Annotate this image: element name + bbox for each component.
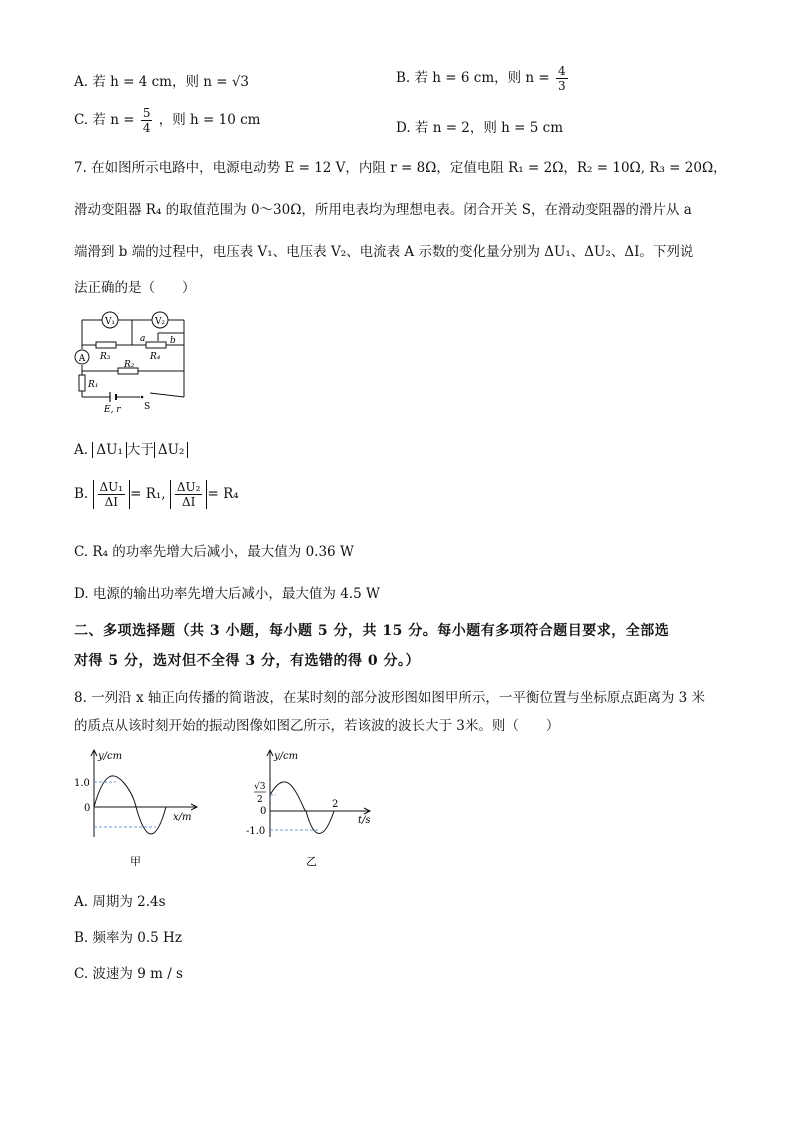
q7-option-a-du2: ΔU₂: [154, 442, 189, 458]
jia-tick-top: 1.0: [74, 778, 90, 789]
q8-option-b: B. 频率为 0.5 Hz: [74, 930, 182, 946]
resistor-r4-label: R₄: [150, 352, 161, 362]
q7-option-b-abs-2: [170, 480, 208, 509]
q7-option-a: [74, 438, 188, 458]
q7-stem-line-3: 端滑到 b 端的过程中，电压表 V₁、电压表 V₂、电流表 A 示数的变化量分别为 ΔU₁、ΔU₂、ΔI。下列说: [74, 244, 694, 260]
q8-option-a: A. 周期为 2.4s: [74, 894, 166, 910]
q7-stem-line-4: 法正确的是（ ）: [74, 280, 196, 296]
yi-origin: 0: [260, 806, 267, 817]
circuit-diagram: [70, 305, 195, 415]
q7-option-b-prefix: B.: [74, 486, 89, 502]
fraction-denominator: ΔI: [181, 495, 196, 509]
q8-stem-line-2: 的质点从该时刻开始的振动图像如图乙所示，若该波的波长大于 3米。则（ ）: [74, 718, 560, 734]
ammeter-label: A: [78, 354, 86, 364]
resistor-r3-label: R₃: [100, 352, 111, 362]
fraction-numerator: 5: [142, 106, 151, 120]
yi-tick-neg: -1.0: [246, 826, 266, 837]
q7-option-b-end: = R₄: [207, 486, 239, 502]
switch-icon: [141, 396, 144, 399]
q7-option-b-fraction-2: [175, 480, 203, 509]
q7-stem-line-2: 滑动变阻器 R₄ 的取值范围为 0～30Ω，所用电表均为理想电表。闭合开关 S，在滑动变阻器的滑片从 a: [74, 202, 692, 218]
yi-tick-x: 2: [332, 799, 339, 810]
yi-sqrt3: √3: [254, 782, 266, 792]
yi-ylabel: y/cm: [274, 751, 299, 762]
waveform-curve: [94, 776, 166, 834]
q7-option-c: C. R₄ 的功率先增大后减小，最大值为 0.36 W: [74, 544, 354, 560]
fraction-denominator: ΔI: [104, 495, 119, 509]
resistor-r1-label: R₁: [88, 380, 99, 390]
battery-label: E, r: [104, 405, 121, 415]
fraction-denominator: 3: [558, 79, 566, 93]
q7-option-a-du1: ΔU₁: [92, 442, 127, 458]
jia-origin: 0: [84, 803, 91, 814]
fraction-numerator: 4: [558, 64, 566, 78]
wave-graph-jia: [72, 745, 207, 870]
terminal-a-label: a: [140, 334, 146, 344]
voltmeter-v1-label: V₁: [104, 317, 116, 327]
q6-option-c: [74, 106, 260, 135]
q7-option-b-abs-1: [93, 480, 131, 509]
terminal-b-label: b: [170, 336, 176, 346]
q8-option-c: C. 波速为 9 m / s: [74, 966, 183, 982]
jia-ylabel: y/cm: [98, 751, 123, 762]
switch-label: S: [144, 402, 151, 412]
q6-option-d: D. 若 n = 2，则 h = 5 cm: [396, 120, 564, 136]
wave-graph-yi: [240, 745, 380, 870]
q6-option-c-suffix: ，则 h = 10 cm: [158, 112, 261, 128]
fraction-numerator: ΔU₁: [99, 480, 124, 494]
section-2-heading-line-2: 对得 5 分，选对但不全得 3 分，有选错的得 0 分。）: [74, 653, 420, 669]
resistor-r4-icon: [146, 342, 166, 348]
q6-option-b-fraction: [556, 64, 568, 93]
yi-two: 2: [257, 795, 263, 805]
q7-option-a-mid: 大于: [126, 442, 154, 458]
resistor-r3-icon: [96, 342, 116, 348]
yi-xlabel: t/s: [358, 815, 371, 826]
q6-option-c-prefix: C. 若 n =: [74, 112, 135, 128]
jia-caption: 甲: [130, 855, 141, 868]
vibration-curve: [270, 782, 334, 834]
fraction-numerator: ΔU₂: [176, 480, 201, 494]
q7-option-b-mid: = R₁,: [130, 486, 166, 502]
q7-stem-line-1: 7. 在如图所示电路中，电源电动势 E = 12 V，内阻 r = 8Ω，定值电阻 R₁ = 2Ω，R₂ = 10Ω, R₃ = 20Ω，: [74, 160, 727, 176]
q7-option-d: D. 电源的输出功率先增大后减小，最大值为 4.5 W: [74, 586, 380, 602]
q7-option-b-fraction-1: [98, 480, 126, 509]
yi-caption: 乙: [306, 855, 317, 868]
resistor-r2-label: R₂: [124, 360, 135, 370]
q6-option-c-fraction: [141, 106, 153, 135]
q8-stem-line-1: 8. 一列沿 x 轴正向传播的简谐波，在某时刻的部分波形图如图甲所示，一平衡位置与坐标原点距离为 3 米: [74, 690, 706, 706]
resistor-r1-icon: [79, 375, 85, 391]
q7-option-b: [74, 480, 239, 509]
section-2-heading-line-1: 二、多项选择题（共 3 小题，每小题 5 分，共 15 分。每小题有多项符合题目要求，全部选: [74, 623, 670, 639]
jia-xlabel: x/m: [173, 812, 192, 823]
q6-option-b: [396, 64, 570, 93]
fraction-denominator: 4: [142, 121, 151, 135]
q7-option-a-prefix: A.: [74, 442, 89, 458]
q6-option-b-prefix: B. 若 h = 6 cm，则 n =: [396, 70, 550, 86]
q6-option-a: A. 若 h = 4 cm，则 n = √3: [74, 74, 250, 90]
voltmeter-v2-label: V₂: [154, 317, 166, 327]
